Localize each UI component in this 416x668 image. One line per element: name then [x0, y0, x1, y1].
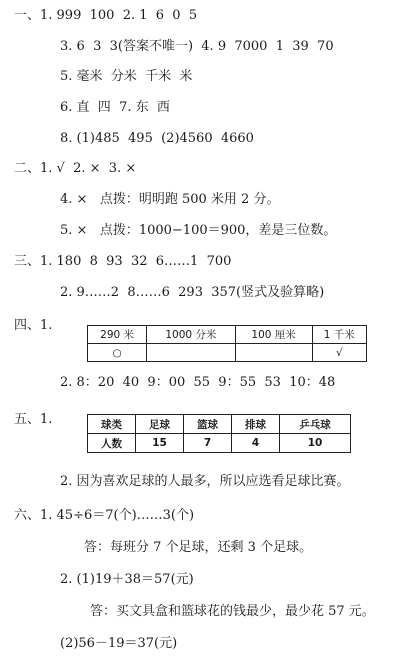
answer-line-5-1: 五、1.	[14, 412, 53, 427]
answer-line-2-1: 二、1. √ 2. × 3. ×	[14, 161, 137, 176]
ball-vote-table	[87, 414, 351, 453]
table-cell: 篮球	[184, 415, 232, 434]
answer-line-1-3: 3. 6 3 3(答案不唯一) 4. 9 7000 1 39 70	[60, 39, 334, 54]
table-cell: 290 米	[88, 326, 147, 344]
table-cell	[235, 344, 312, 362]
table-cell: 球类	[88, 415, 136, 434]
table-cell: 4	[232, 434, 280, 453]
answer-line-5-2: 2. 因为喜欢足球的人最多，所以应选看足球比赛。	[60, 474, 350, 489]
answer-line-1-5: 5. 毫米 分米 千米 米	[60, 69, 193, 84]
table-cell: 人数	[88, 434, 136, 453]
answer-line-6-2b: (2)56－19＝37(元)	[60, 636, 178, 651]
table-row	[88, 344, 367, 362]
unit-table	[87, 325, 367, 362]
answer-line-1-8: 8. (1)485 495 (2)4560 4660	[60, 131, 254, 146]
answer-line-6-2: 2. (1)19＋38＝57(元)	[60, 572, 194, 587]
table-row	[88, 434, 351, 453]
table-row	[88, 415, 351, 434]
table-cell: 1 千米	[312, 326, 366, 344]
table-cell: 足球	[136, 415, 184, 434]
answer-line-6-1-answer: 答：每班分 7 个足球，还剩 3 个足球。	[84, 540, 313, 555]
table-cell: 排球	[232, 415, 280, 434]
table-cell: 100 厘米	[235, 326, 312, 344]
table-cell: 乒乓球	[280, 415, 351, 434]
table-cell	[147, 344, 235, 362]
answer-line-4-1: 四、1.	[14, 318, 53, 333]
table-cell: 1000 分米	[147, 326, 235, 344]
table-cell: 7	[184, 434, 232, 453]
answer-line-1-6: 6. 直 四 7. 东 西	[60, 100, 170, 115]
answer-line-6-1: 六、1. 45÷6＝7(个)……3(个)	[14, 508, 195, 523]
table-cell: 15	[136, 434, 184, 453]
answer-line-2-5: 5. × 点拨：1000−100＝900，差是三位数。	[60, 223, 337, 238]
table-cell: 10	[280, 434, 351, 453]
answer-line-6-2-answer: 答：买文具盒和篮球花的钱最少，最少花 57 元。	[90, 604, 375, 619]
table-row	[88, 326, 367, 344]
answer-line-3-2: 2. 9……2 8……6 293 357(竖式及验算略)	[60, 285, 325, 300]
answer-line-2-4: 4. × 点拨：明明跑 500 米用 2 分。	[60, 192, 280, 207]
table-cell: ○	[88, 344, 147, 362]
answer-line-1-1: 一、1. 999 100 2. 1 6 0 5	[14, 8, 198, 23]
answer-line-3-1: 三、1. 180 8 93 32 6……1 700	[14, 254, 232, 269]
answer-line-4-2: 2. 8：20 40 9：00 55 9：55 53 10：48	[60, 375, 336, 390]
table-cell: √	[312, 344, 366, 362]
